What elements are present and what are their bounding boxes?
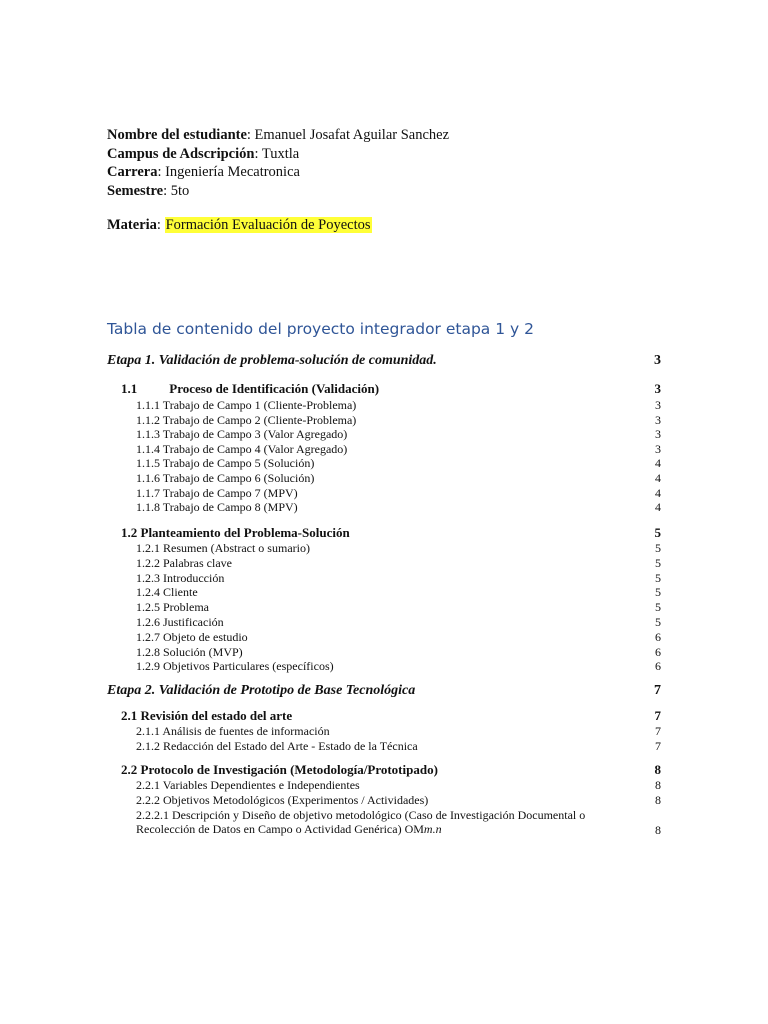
toc-item[interactable] [136,600,209,614]
toc-item[interactable] [136,556,232,570]
toc-item[interactable] [136,571,224,585]
toc-item[interactable] [136,541,310,555]
toc-section-1-1-page: 3 [654,381,661,396]
toc-item-page: 5 [655,600,661,615]
semester-row [107,182,449,201]
toc-item[interactable] [136,398,356,412]
student-name-label: Nombre del estudiante [107,127,247,143]
toc-item[interactable] [136,724,330,738]
toc-item[interactable] [136,615,224,629]
toc-item-page: 4 [655,456,661,471]
toc-item-label: 1.1.2 Trabajo de Campo 2 (Cliente-Problema) [136,412,357,427]
toc-item-page: 5 [655,585,661,600]
toc-item-page: 3 [655,427,661,442]
toc-item-label: 1.2.1 Resumen (Abstract o sumario) [136,541,310,555]
toc-item-label: 1.2.6 Justificación [136,615,224,629]
toc-item-label: 1.2.3 Introducción [136,570,225,585]
campus-value: : Tuxtla [254,145,300,162]
campus-label: Campus de Adscripción [107,145,255,162]
toc-stage-1-label: Etapa 1. Validación de problema-solución de comunidad. [107,353,437,368]
toc-item[interactable] [136,778,360,792]
toc-stage-2-page: 7 [654,683,661,698]
toc-item-label: 1.1.6 Trabajo de Campo 6 (Solución) [136,471,315,485]
toc-item-label: 1.1.8 Trabajo de Campo 8 (MPV) [136,500,298,515]
toc-item-label: 1.2.4 Cliente [136,585,198,600]
toc-item-page: 6 [655,659,661,674]
toc-item-label: 1.2.9 Objetivos Particulares (específicos) [136,659,334,674]
toc-item-label: 1.2.5 Problema [136,600,209,615]
toc-item-label: 1.1.3 Trabajo de Campo 3 (Valor Agregado) [136,427,348,442]
student-name-row [107,126,449,145]
semester-label: Semestre [107,182,164,199]
toc-item-page: 5 [655,555,661,570]
toc-item[interactable] [136,630,248,644]
toc-item[interactable] [136,442,347,456]
toc-section-2-1[interactable] [121,708,292,724]
toc-item-page: 5 [655,541,661,555]
toc-item-2-2-2-1[interactable] [136,808,585,836]
subject-label: Materia [107,217,157,233]
toc-item-page: 3 [655,412,661,427]
toc-item[interactable] [136,456,314,470]
toc-item-label: 2.1.1 Análisis de fuentes de información [136,724,330,738]
toc-item[interactable] [136,413,356,427]
toc-item[interactable] [136,427,347,441]
toc-item-label: 1.1.5 Trabajo de Campo 5 (Solución) [136,456,315,471]
toc-section-1-2-label: 1.2 Planteamiento del Problema-Solución [121,525,350,540]
toc-title: Tabla de contenido del proyecto integrador etapa 1 y 2 [107,320,534,338]
toc-item-label: 1.1.7 Trabajo de Campo 7 (MPV) [136,485,298,500]
toc-item-label: 2.2.2 Objetivos Metodológicos (Experimentos / Actividades) [136,792,429,807]
toc-item[interactable] [136,739,418,753]
toc-section-2-1-page: 7 [654,708,661,723]
toc-item-label: 2.1.2 Redacción del Estado del Arte - Estado de la Técnica [136,738,418,753]
semester-value: : 5to [163,182,190,199]
toc-item-2-2-2-1-line2-text: Recolección de Datos en Campo o Actividad Genérica) OM [136,822,424,836]
toc-item-label: 1.2.7 Objeto de estudio [136,629,248,644]
toc-section-2-1-label: 2.1 Revisión del estado del arte [121,708,293,723]
toc-item-2-2-2-1-page: 8 [655,823,661,837]
subject-value-highlighted: Formación Evaluación de Poyectos [165,217,371,233]
toc-item[interactable] [136,645,243,659]
career-row [107,163,449,182]
toc-item-page: 5 [655,570,661,585]
toc-item-page: 7 [655,738,661,753]
toc-item-label: 1.1.1 Trabajo de Campo 1 (Cliente-Problema) [136,398,357,412]
toc-section-1-1-num: 1.1 [121,381,138,396]
toc-item-page: 3 [655,398,661,412]
toc-item-2-2-2-1-line2 [136,822,585,836]
toc-item-page: 8 [655,778,661,792]
toc-stage-1-page: 3 [654,353,661,368]
toc-item[interactable] [136,585,198,599]
toc-item[interactable] [136,500,298,514]
toc-item-page: 5 [655,615,661,629]
student-info [107,126,449,200]
subject-sep: : [156,217,165,233]
toc-item-2-2-2-1-line2-italic: m.n [423,822,442,836]
toc-item-page: 4 [655,500,661,515]
toc-item[interactable] [136,471,314,485]
toc-section-1-2-page: 5 [654,525,661,540]
toc-item-page: 7 [655,724,661,738]
toc-item-label: 2.2.1 Variables Dependientes e Independientes [136,778,360,792]
toc-item-page: 4 [655,471,661,485]
toc-section-2-2-label: 2.2 Protocolo de Investigación (Metodología/Prototipado) [121,762,438,777]
career-value: : Ingeniería Mecatronica [157,164,300,180]
toc-item-label: 1.1.4 Trabajo de Campo 4 (Valor Agregado) [136,441,348,456]
subject-row [107,217,372,234]
toc-item-page: 6 [655,629,661,644]
campus-row [107,145,449,164]
toc-item-label: 1.2.8 Solución (MVP) [136,644,243,659]
toc-section-1-2[interactable] [121,525,350,541]
toc-item-page: 8 [655,792,661,807]
toc-stage-1[interactable] [107,353,437,369]
toc-item-2-2-2-1-line1: 2.2.2.1 Descripción y Diseño de objetivo metodológico (Caso de Investigación Documental o [136,808,586,822]
toc-section-1-1[interactable] [121,381,379,397]
toc-item[interactable] [136,793,428,807]
toc-section-2-2[interactable] [121,762,438,778]
toc-item-label: 1.2.2 Palabras clave [136,555,232,570]
career-label: Carrera [107,164,158,180]
toc-item[interactable] [136,659,334,673]
toc-item-page: 6 [655,644,661,659]
toc-stage-2[interactable] [107,683,415,699]
toc-section-1-1-label: Proceso de Identificación (Validación) [169,381,380,396]
toc-item[interactable] [136,486,298,500]
toc-stage-2-label: Etapa 2. Validación de Prototipo de Base Tecnológica [107,683,416,698]
toc-section-2-2-page: 8 [654,762,661,777]
toc-item-page: 4 [655,485,661,500]
student-name-value: : Emanuel Josafat Aguilar Sanchez [246,127,450,143]
toc-item-page: 3 [655,441,661,456]
